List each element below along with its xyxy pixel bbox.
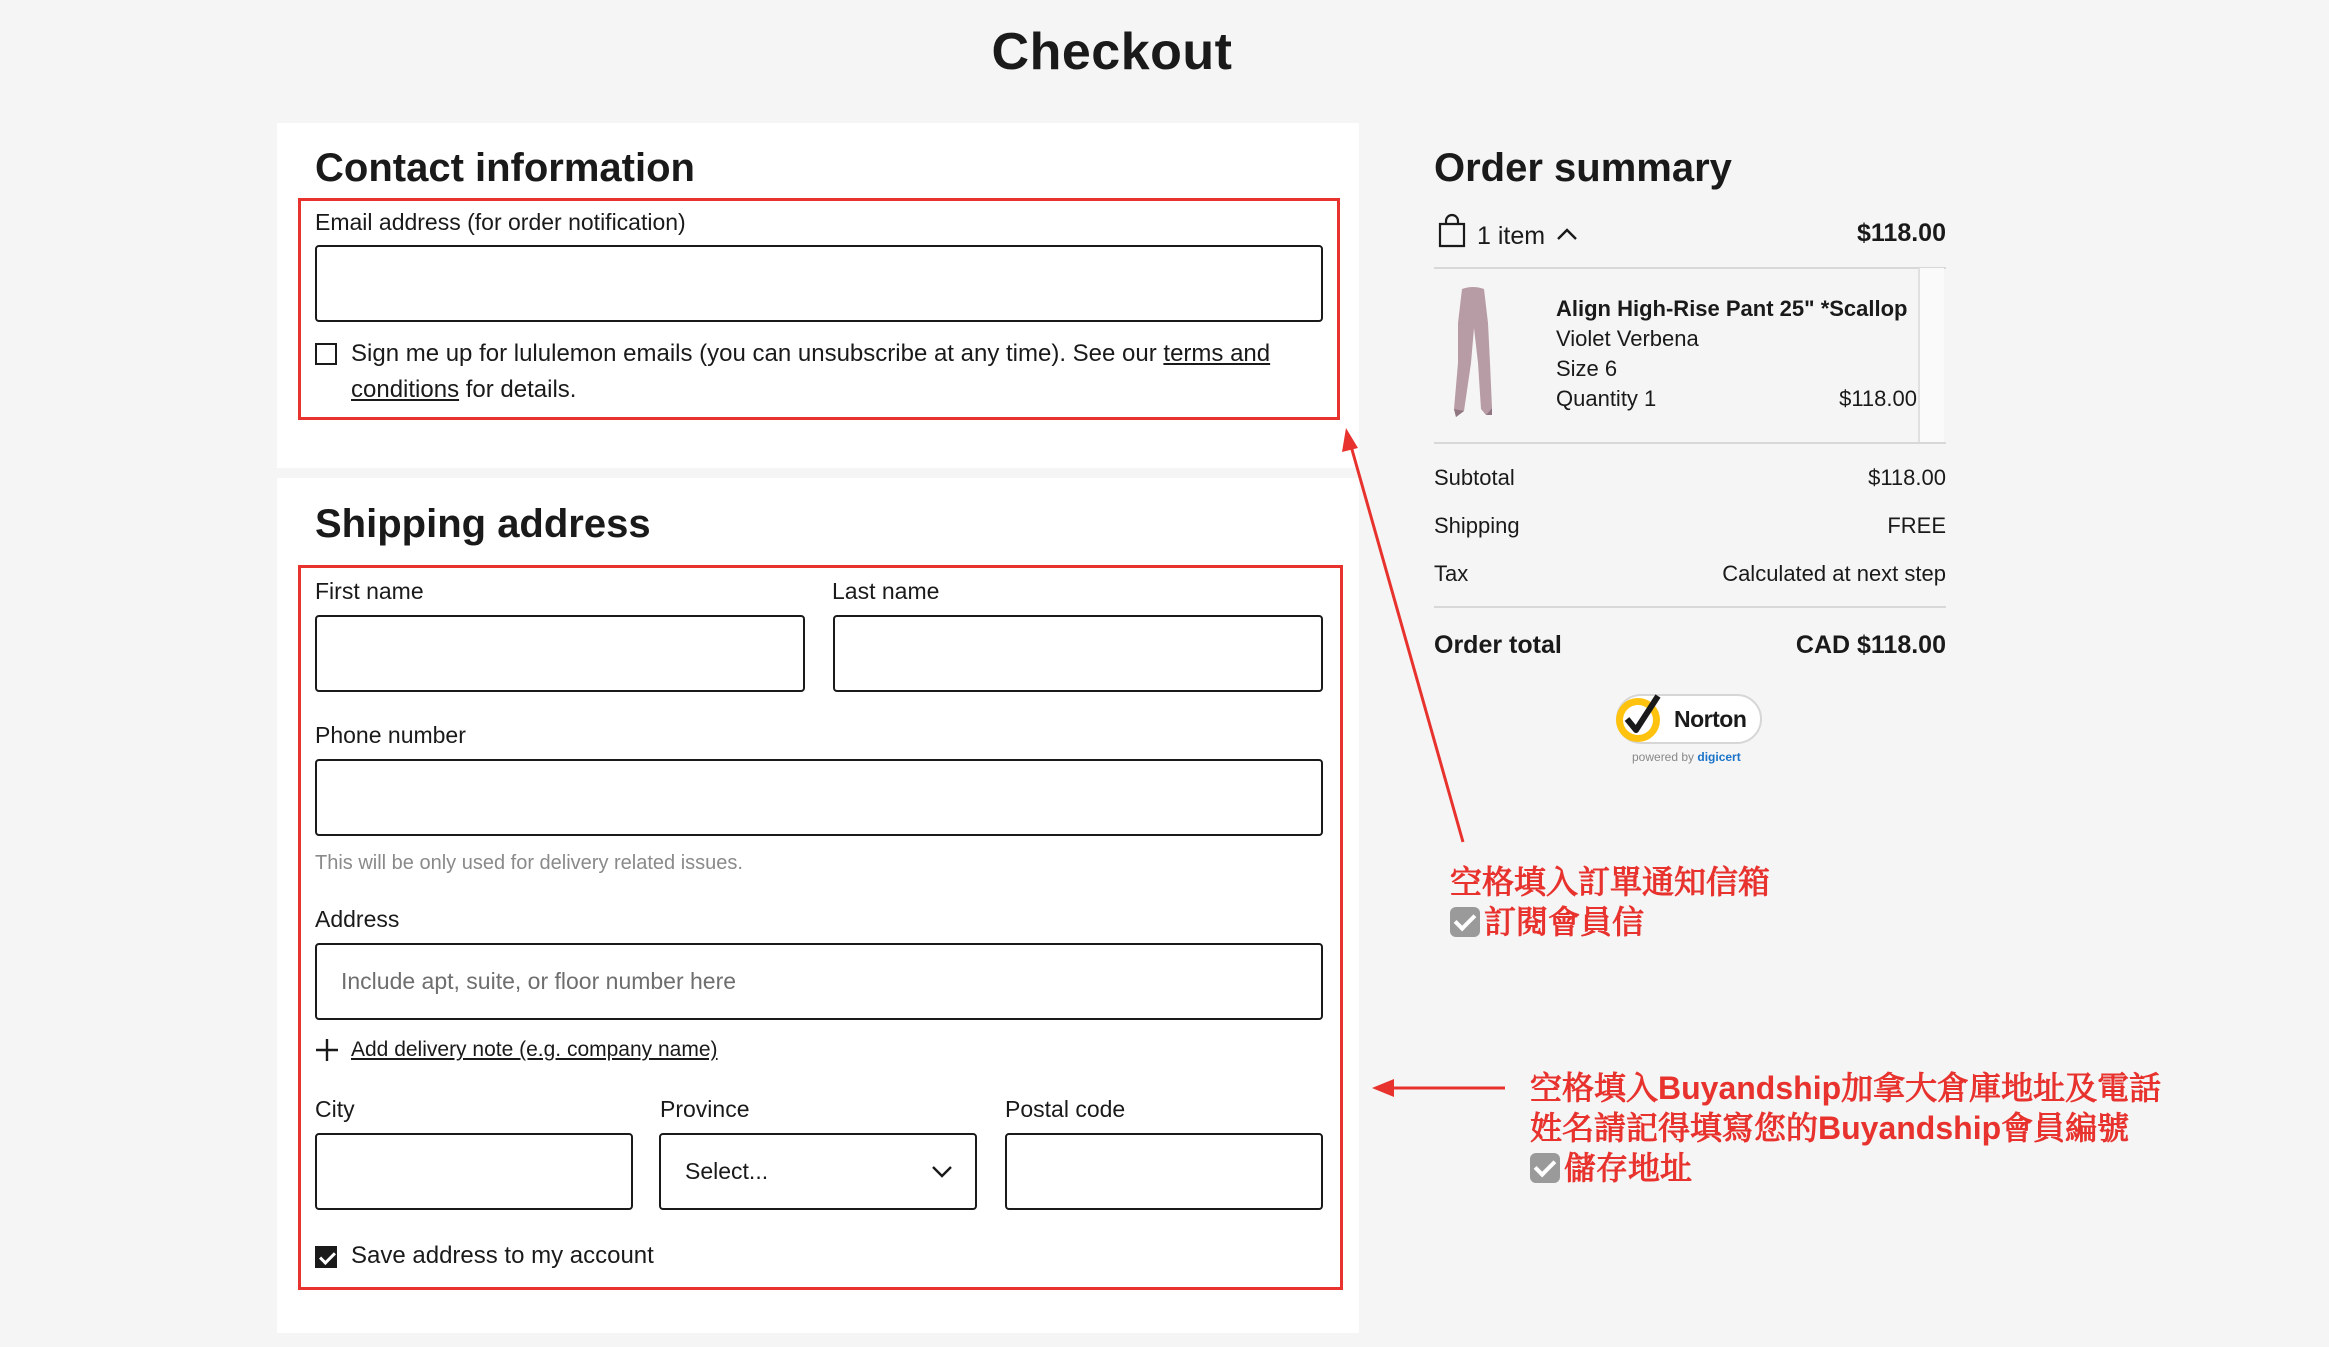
annotation-note-shipping-line2: 姓名請記得填寫您的Buyandship會員編號 — [1530, 1110, 2130, 1146]
order-total-label: Order total — [1434, 631, 1562, 659]
product-color: Violet Verbena — [1556, 326, 1699, 351]
first-name-label: First name — [315, 578, 424, 604]
subtotal-value: $118.00 — [1868, 465, 1946, 490]
annotation-note-shipping — [1530, 1068, 2161, 1188]
add-delivery-note-label: Add delivery note (e.g. company name) — [351, 1038, 718, 1061]
conditions-link[interactable]: conditions — [351, 376, 460, 403]
phone-hint: This will be only used for delivery related issues. — [315, 852, 743, 874]
signup-text-before: Sign me up for lululemon emails (you can unsubscribe at any time). See our — [351, 340, 1164, 367]
address-label: Address — [315, 906, 400, 932]
digicert-brand: digicert — [1697, 750, 1741, 764]
product-size: Size 6 — [1556, 356, 1618, 381]
product-name[interactable]: Align High-Rise Pant 25" *Scallop — [1556, 296, 1908, 321]
shipping-label: Shipping — [1434, 513, 1520, 538]
product-price: $118.00 — [1839, 386, 1917, 411]
shipping-value: FREE — [1887, 513, 1946, 538]
terms-link[interactable]: terms and — [1163, 340, 1271, 367]
annotation-note-contact-line2-row — [1450, 902, 1770, 942]
shipping-heading: Shipping address — [315, 502, 651, 546]
subtotal-label: Subtotal — [1434, 465, 1515, 490]
norton-powered-prefix: powered by — [1632, 750, 1698, 764]
annotation-note-shipping-line1: 空格填入Buyandship加拿大倉庫地址及電話 — [1530, 1070, 2162, 1106]
postal-code-label: Postal code — [1005, 1096, 1126, 1122]
item-count: 1 item — [1477, 222, 1546, 250]
province-label: Province — [660, 1096, 750, 1122]
emoji-checkbox-icon — [1450, 907, 1480, 937]
last-name-label: Last name — [832, 578, 940, 604]
annotation-note-contact-line2: 訂閱會員信 — [1484, 904, 1645, 940]
emoji-checkbox-icon — [1530, 1153, 1560, 1183]
page-title: Checkout — [991, 23, 1233, 81]
contact-heading: Contact information — [315, 146, 695, 190]
city-label: City — [315, 1096, 355, 1122]
summary-header-total: $118.00 — [1857, 219, 1946, 247]
product-quantity: Quantity 1 — [1556, 386, 1657, 411]
email-label: Email address (for order notification) — [315, 209, 686, 235]
province-value: Select... — [685, 1158, 769, 1184]
annotation-note-shipping-line3: 儲存地址 — [1564, 1150, 1693, 1186]
phone-label: Phone number — [315, 722, 466, 748]
annotation-note-shipping-line3-row — [1530, 1148, 2161, 1188]
tax-label: Tax — [1434, 561, 1469, 586]
norton-name: Norton — [1674, 706, 1747, 732]
save-address-label: Save address to my account — [351, 1242, 654, 1269]
signup-text-after: for details. — [459, 376, 577, 403]
summary-heading: Order summary — [1434, 146, 1732, 190]
order-total-value: CAD $118.00 — [1795, 631, 1946, 659]
annotation-note-contact-line1: 空格填入訂單通知信箱 — [1450, 864, 1771, 900]
tax-value: Calculated at next step — [1722, 561, 1946, 586]
annotation-note-contact — [1450, 862, 1770, 942]
